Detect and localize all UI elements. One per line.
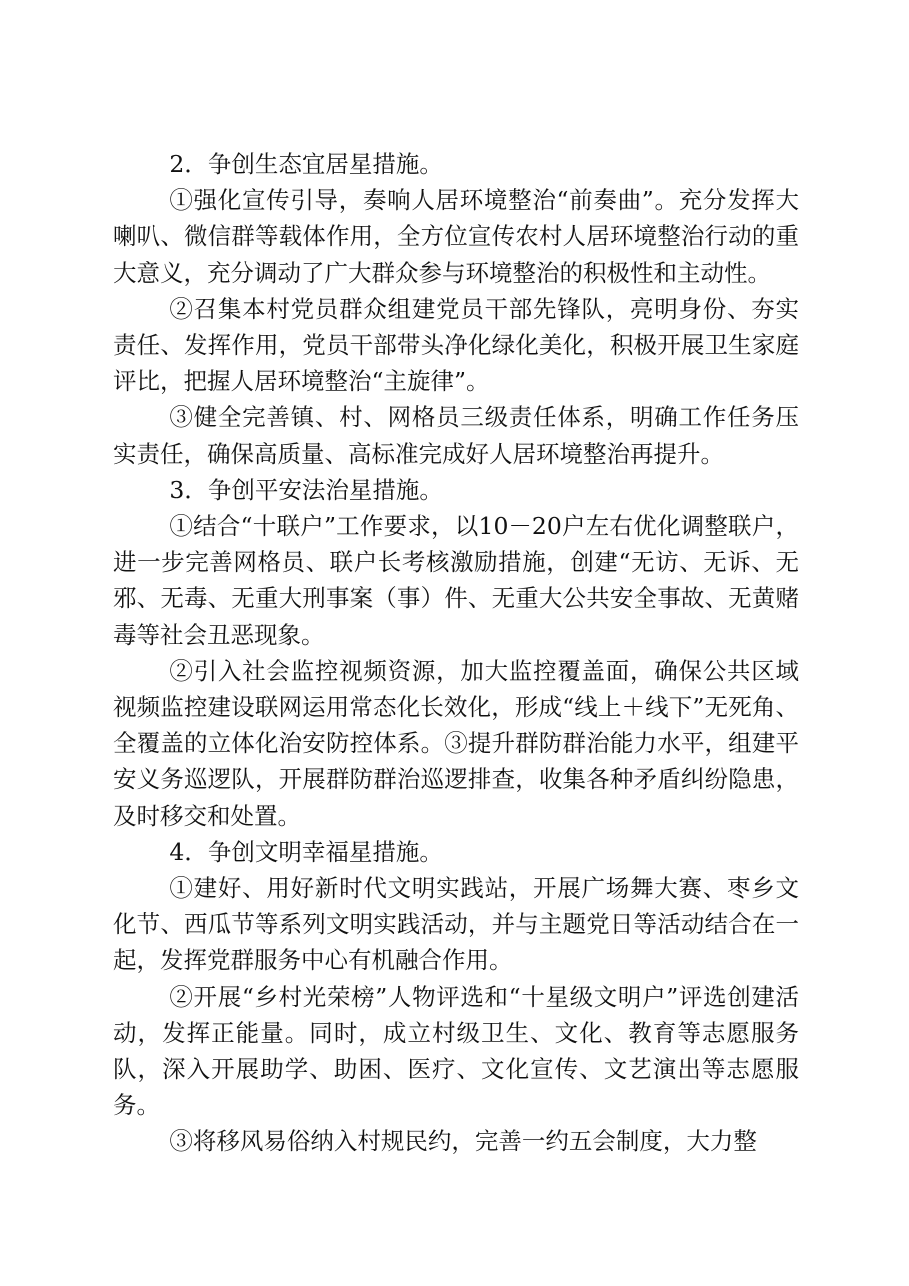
- paragraph: ②开展“乡村光荣榜”人物评选和“十星级文明户”评选创建活动，发挥正能量。同时，成立村级卫生、文化、教育等志愿服务队，深入开展助学、助困、医疗、文化宣传、文艺演出等志愿服务。: [113, 982, 799, 1120]
- paragraph: ①结合“十联户”工作要求，以10－20户左右优化调整联户，进一步完善网格员、联户长考核激励措施，创建“无访、无诉、无邪、无毒、无重大刑事案（事）件、无重大公共安全事故、无黄赌毒等社会丑恶现象。: [113, 512, 799, 649]
- paragraph: ②引入社会监控视频资源，加大监控覆盖面，确保公共区域视频监控建设联网运用常态化长效化，形成“线上＋线下”无死角、全覆盖的立体化治安防控体系。③提升群防群治能力水平，组建平安义务巡逻队，开展群防群治巡逻排查，收集各种矛盾纠纷隐患，及时移交和处置。: [113, 656, 799, 830]
- paragraph: ①强化宣传引导，奏响人居环境整治“前奏曲”。充分发挥大喇叭、微信群等载体作用，全方位宣传农村人居环境整治行动的重大意义，充分调动了广大群众参与环境整治的积极性和主动性。: [113, 186, 799, 287]
- paragraph: ②召集本村党员群众组建党员干部先锋队，亮明身份、夯实责任、发挥作用，党员干部带头净化绿化美化，积极开展卫生家庭评比，把握人居环境整治“主旋律”。: [113, 294, 799, 396]
- section-heading-safety: 3．争创平安法治星措施。: [169, 475, 443, 504]
- section-heading-civilization: 4．争创文明幸福星措施。: [169, 837, 443, 866]
- paragraph: ③将移风易俗纳入村规民约，完善一约五会制度，大力整: [169, 1127, 757, 1156]
- paragraph: ③健全完善镇、村、网格员三级责任体系，明确工作任务压实责任，确保高质量、高标准完成好人居环境整治再提升。: [113, 403, 799, 468]
- paragraph: ①建好、用好新时代文明实践站，开展广场舞大赛、枣乡文化节、西瓜节等系列文明实践活动，并与主题党日等活动结合在一起，发挥党群服务中心有机融合作用。: [113, 874, 799, 975]
- section-heading-ecology: 2．争创生态宜居星措施。: [169, 150, 443, 178]
- document-body: [113, 146, 799, 1160]
